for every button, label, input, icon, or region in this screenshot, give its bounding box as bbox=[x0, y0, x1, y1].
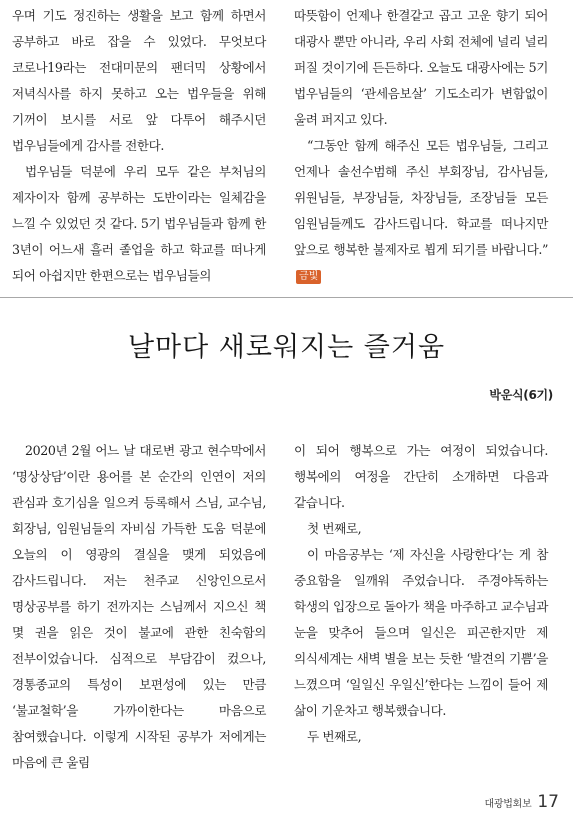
page-footer bbox=[485, 792, 559, 812]
top-right-column bbox=[294, 3, 548, 289]
paragraph bbox=[294, 133, 548, 289]
paragraph: 2020년 2월 어느 날 대로변 광고 현수막에서 ‘명상상담’이란 용어를 본 순간의 인연이 저의 관심과 호기심을 일으켜 등록해서 스님, 교수님, 회장님, 임원님들의 자비심 가득한 도움 덕분에 오늘의 이 영광의 결실을 맺게 되었음에 감사드립니다. 저는 천주교 신앙인으로서 명상공부를 하기 전까지는 스님께서 지으신 책 몇 권을 읽은 것이 불교에 관한 친숙함의 전부이었습니다. 심적으로 부담감이 컸으나, 경통종교의 특성이 보편성에 있는 만큼 ‘불교철학’을 가까이한다는 마음으로 참여했습니다. 이렇게 시작된 공부가 저에게는 마음에 큰 울림 bbox=[12, 443, 266, 770]
publication-name: 대광법회보 bbox=[484, 799, 532, 810]
end-mark-badge: 금빛 bbox=[296, 270, 321, 284]
article-title: 날마다 새로워지는 즐거움 bbox=[127, 332, 446, 363]
paragraph: 이 마음공부는 ‘제 자신을 사랑한다’는 게 참 중요함을 일깨워 주었습니다. 주경야독하는 학생의 입장으로 돌아가 책을 마주하고 교수님과 눈을 맞추어 들으며 일신은 피곤한지만 제 의식세계는 새벽 별을 보는 듯한 ‘발견의 기쁨’을 느꼈으며 ‘일일신 우일신’한다는 느낌이 들어 제 삶이 기운차고 행복했습니다. bbox=[294, 547, 548, 718]
paragraph: 법우님들 덕분에 우리 모두 같은 부처님의 제자이자 함께 공부하는 도반이라는 일체감을 느낄 수 있었던 것 같다. 5기 법우님들과 함께 한 3년이 어느새 흘러 졸업을 하고 학교를 떠나게 되어 아쉽지만 한편으로는 법우님들의 bbox=[12, 164, 266, 283]
article-author: 박운식(6기) bbox=[489, 388, 553, 402]
bottom-right-column bbox=[294, 438, 548, 750]
paragraph: 첫 번째로, bbox=[307, 521, 362, 536]
closing-quote-text: “그동안 함께 해주신 모든 법우님들, 그리고 언제나 솔선수범해 주신 부회장님, 감사님들, 위원님들, 부장님들, 차장님들, 조장님들 모든 임원님들께도 감사드립니다. 학교를 떠나지만 앞으로 행복한 불제자로 뵙게 되기를 바랍니다.” bbox=[294, 138, 548, 257]
paragraph: 이 되어 행복으로 가는 여정이 되었습니다. 행복에의 여정을 간단히 소개하면 다음과 같습니다. bbox=[294, 443, 548, 510]
page-number: 17 bbox=[537, 792, 559, 812]
paragraph: 따뜻함이 언제나 한결같고 곱고 고운 향기 되어 대광사 뿐만 아니라, 우리 사회 전체에 널리 널리 퍼질 것이기에 든든하다. 오늘도 대광사에는 5기 법우님들의 ‘관세음보살’ 기도소리가 변함없이 울려 퍼지고 있다. bbox=[294, 8, 548, 127]
paragraph: 우며 기도 정진하는 생활을 보고 함께 하면서 공부하고 바로 잡을 수 있었다. 무엇보다 코로나19라는 전대미문의 팬더믹 상황에서 저녁식사를 하지 못하고 오는 법우들을 위해 기꺼이 보시를 서로 앞 다투어 해주시던 법우님들에게 감사를 전한다. bbox=[12, 8, 266, 153]
paragraph: 두 번째로, bbox=[307, 729, 362, 744]
bottom-left-column bbox=[12, 438, 266, 776]
section-divider bbox=[0, 297, 573, 298]
top-left-column bbox=[12, 3, 266, 289]
